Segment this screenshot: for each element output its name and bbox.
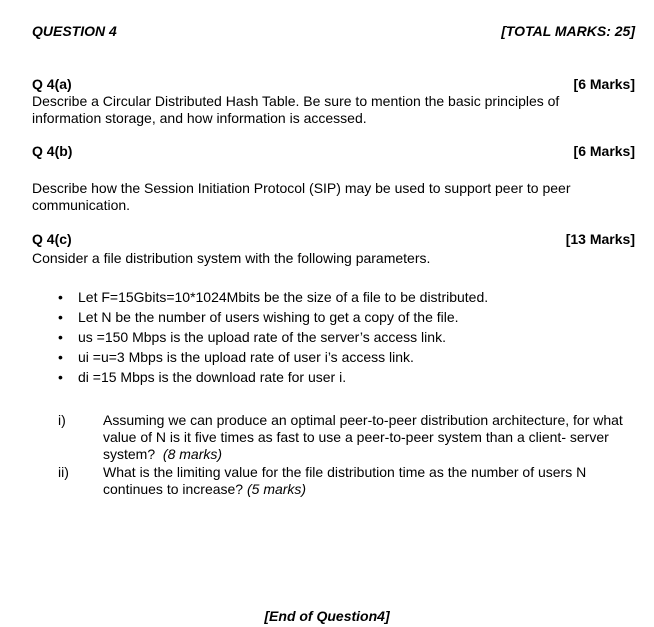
bullet-icon: • — [58, 289, 63, 305]
list-item-text: Let F=15Gbits=10*1024Mbits be the size of a file to be distributed. — [78, 289, 489, 305]
q4b-marks: [6 Marks] — [573, 143, 635, 159]
bullet-icon: • — [58, 329, 63, 345]
bullet-icon: • — [58, 309, 63, 325]
subquestion-2-marks: (5 marks) — [246, 481, 307, 497]
list-item-text: us =150 Mbps is the upload rate of the server’s access link. — [78, 329, 446, 345]
list-item — [58, 349, 488, 369]
subquestion-1-body: Assuming we can produce an optimal peer-to-peer distribution architecture, for what value of N is it five times as fast to use a peer-to-peer system than a client- server system? — [103, 412, 623, 462]
q4c-intro: Consider a file distribution system with the following parameters. — [32, 250, 431, 266]
bullet-icon: • — [58, 349, 63, 365]
q4b-text: Describe how the Session Initiation Protocol (SIP) may be used to support peer to peer communication. — [32, 180, 571, 213]
end-of-question: [End of Question4] — [264, 608, 390, 624]
subquestion-2-number: ii) — [58, 464, 69, 480]
subquestion-2-body: What is the limiting value for the file distribution time as the number of users N continues to increase? — [103, 464, 587, 497]
total-marks: [TOTAL MARKS: 25] — [501, 23, 635, 39]
list-item-text: Let N be the number of users wishing to get a copy of the file. — [78, 309, 459, 325]
list-item — [58, 329, 488, 349]
list-item — [58, 309, 488, 329]
list-item-text: di =15 Mbps is the download rate for user i. — [78, 369, 347, 385]
q4a-text: Describe a Circular Distributed Hash Table. Be sure to mention the basic principles of information storage, and how information is accessed. — [32, 93, 560, 126]
list-item — [58, 289, 488, 309]
q4c-label: Q 4(c) — [32, 231, 72, 247]
question-title: QUESTION 4 — [32, 23, 117, 39]
q4c-marks: [13 Marks] — [565, 231, 635, 247]
subquestion-1-marks: (8 marks) — [162, 446, 223, 462]
bullet-icon: • — [58, 369, 63, 385]
q4a-marks: [6 Marks] — [573, 76, 635, 92]
subquestion-1-number: i) — [58, 412, 66, 428]
parameter-list — [58, 289, 488, 389]
q4b-label: Q 4(b) — [32, 143, 73, 159]
q4a-label: Q 4(a) — [32, 76, 72, 92]
list-item — [58, 369, 488, 389]
subquestion-1-text — [103, 412, 633, 463]
subquestion-2-text — [103, 464, 633, 498]
list-item-text: ui =u=3 Mbps is the upload rate of user i’s access link. — [78, 349, 414, 365]
